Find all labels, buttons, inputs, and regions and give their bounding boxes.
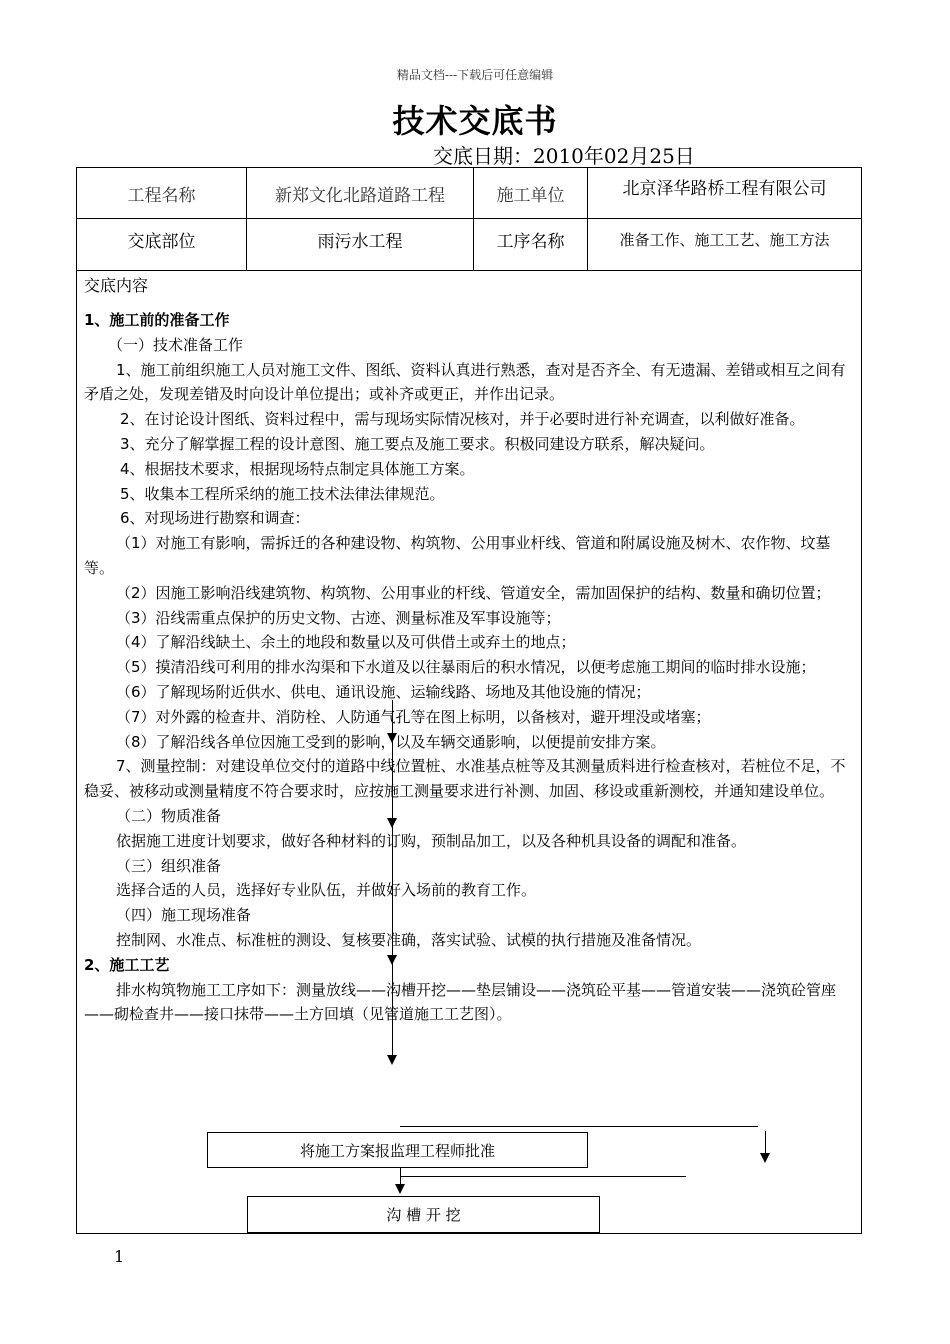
subsection-heading: （四）施工现场准备 (116, 906, 252, 925)
paragraph: 5、收集本工程所采纳的施工技术法律法律规范。 (120, 484, 445, 503)
content-label: 交底内容 (84, 276, 149, 295)
survey-item: （1）对施工有影响，需拆迁的各种建设物、构筑物、公用事业杆线、管道和附属设施及树木、农作物、坟墓等。 (84, 534, 831, 577)
subsection-heading: （一）技术准备工作 (108, 335, 244, 354)
paragraph: 控制网、水准点、标准桩的测设、复核要准确，落实试验、试模的执行措施及准备情况。 (116, 930, 702, 949)
flow-line (765, 1131, 766, 1153)
paragraph: 3、充分了解掌握工程的设计意图、施工要点及施工要求。积极同建设方联系，解决疑问。 (120, 434, 715, 453)
survey-item: （2）因施工影响沿线建筑物、构筑物、公用事业的杆线、管道安全，需加固保护的结构、数量和确切位置； (116, 583, 831, 602)
disclosure-date: 交底日期：2010年02月25日 (433, 144, 695, 168)
section-heading: 2、施工工艺 (84, 955, 170, 974)
arrow-down-icon (387, 733, 397, 743)
process-sequence: 排水构筑物施工工序如下：测量放线——沟槽开挖——垫层铺设——浇筑砼平基——管道安装——浇筑砼管座——砌检查井——接口抹带——土方回填（见管道施工工艺图）。 (84, 980, 837, 1024)
survey-item: （6）了解现场附近供水、供电、通讯设施、运输线路、场地及其他设施的情况； (116, 682, 651, 701)
paragraph: 6、对现场进行勘察和调查： (120, 509, 310, 528)
paragraph: 依据施工进度计划要求，做好各种材料的订购，预制品加工，以及各种机具设备的调配和准备。 (116, 831, 747, 850)
section-heading: 1、施工前的准备工作 (84, 311, 230, 329)
arrow-down-icon (760, 1153, 770, 1163)
paragraph: 选择合适的人员，选择好专业队伍，并做好入场前的教育工作。 (116, 881, 537, 900)
survey-item: （7）对外露的检查井、消防栓、人防通气孔等在图上标明，以备核对，避开埋没或堵塞； (116, 707, 711, 726)
flow-line (400, 1126, 758, 1127)
paragraph: 1、施工前组织施工人员对施工文件、图纸、资料认真进行熟悉，查对是否齐全、有无遗漏、差错或相互之间有矛盾之处，发现差错及时向设计单位提出；或补齐或更正，并作出记录。 (84, 360, 846, 404)
arrow-down-icon (387, 818, 397, 828)
page-number: 1 (114, 1247, 125, 1266)
project-name-label: 工程名称 (127, 185, 196, 206)
flow-box-approval: 将施工方案报监理工程师批准 (207, 1132, 588, 1168)
disclosure-part-value: 雨污水工程 (317, 231, 403, 252)
arrow-down-icon (387, 955, 397, 965)
document-title: 技术交底书 (392, 102, 558, 140)
process-name-value: 准备工作、施工工艺、施工方法 (619, 230, 830, 249)
paragraph: 4、根据技术要求，根据现场特点制定具体施工方案。 (120, 459, 475, 478)
paragraph: 2、在讨论设计图纸、资料过程中，需与现场实际情况核对，并于必要时进行补充调查，以利做好准备。 (120, 410, 805, 429)
subsection-heading: （二）物质准备 (116, 806, 222, 825)
arrow-down-icon (395, 1184, 405, 1194)
flow-connector (392, 700, 393, 1060)
subsection-heading: （三）组织准备 (116, 856, 222, 875)
process-name-label: 工序名称 (496, 231, 565, 252)
project-name-value: 新郑文化北路道路工程 (275, 185, 445, 206)
construction-unit-label: 施工单位 (496, 185, 565, 206)
watermark-text: 精品文档---下载后可任意编辑 (396, 68, 554, 82)
disclosure-content (84, 272, 854, 1027)
paragraph: 7、测量控制：对建设单位交付的道路中线位置桩、水准基点桩等及其测量质料进行检查核对，若桩位不足，不稳妥、被移动或测量精度不符合要求时，应按施工测量要求进行补测、加固、移设或重新测校，并通知建设单位。 (84, 757, 846, 801)
survey-item: （5）摸清沿线可利用的排水沟渠和下水道及以往暴雨后的积水情况，以便考虑施工期间的临时排水设施； (116, 658, 816, 677)
construction-unit-value: 北京泽华路桥工程有限公司 (622, 178, 827, 199)
survey-item: （3）沿线需重点保护的历史文物、古迹、测量标准及军事设施等； (116, 608, 561, 627)
disclosure-part-label: 交底部位 (127, 231, 196, 252)
flow-line (400, 1176, 686, 1177)
survey-item: （8）了解沿线各单位因施工受到的影响，以及车辆交通影响，以便提前安排方案。 (116, 732, 666, 751)
arrow-down-icon (387, 1055, 397, 1065)
flow-box-trench-excavation: 沟 槽 开 挖 (247, 1196, 600, 1233)
survey-item: （4）了解沿线缺土、余土的地段和数量以及可供借土或弃土的地点； (116, 633, 576, 652)
row-divider (76, 270, 862, 271)
